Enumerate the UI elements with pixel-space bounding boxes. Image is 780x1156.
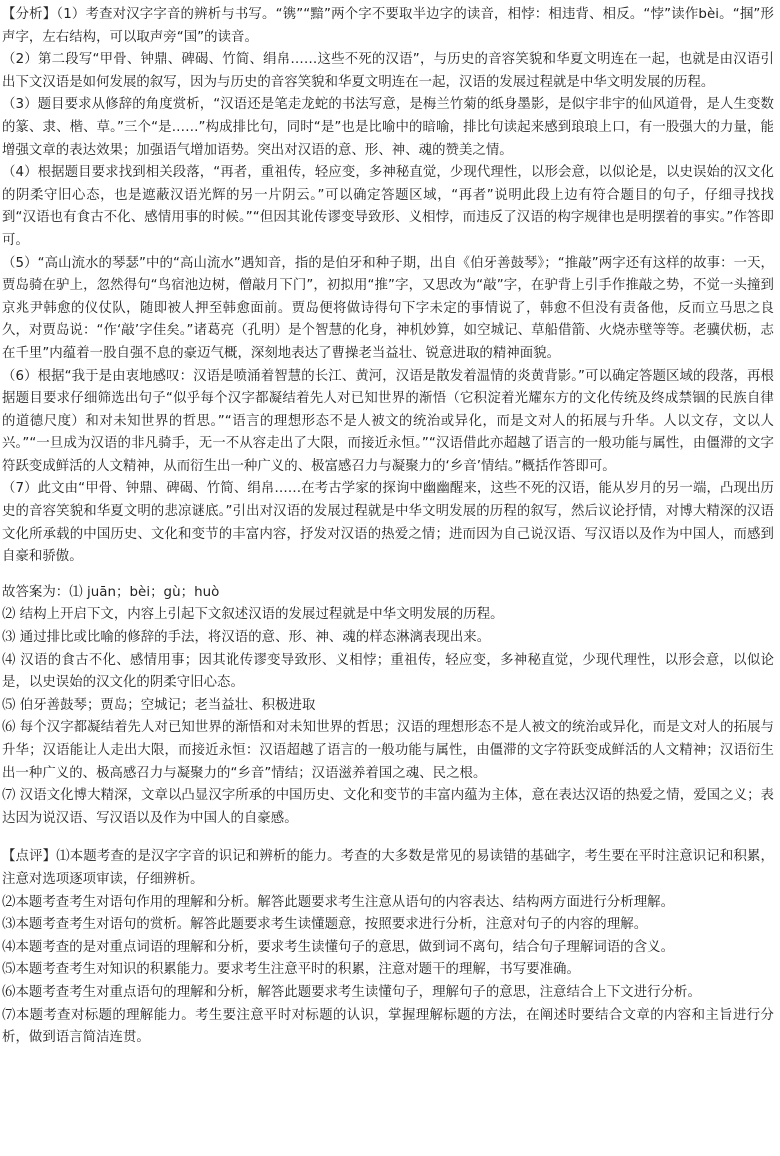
answer-item-7: ⑺ 汉语文化博大精深，文章以凸显汉字所承的中国历史、文化和变节的丰富内蕴为主体，意在表达汉语的热爱之情，爱国之义；表达因为说汉语、写汉语以及作为中国人的自豪感。: [2, 788, 774, 826]
review-item-4: ⑷本题考查的是对重点词语的理解和分析，要求考生读懂句子的意思，做到词不离句，结合句子理解词语的含义。: [2, 939, 675, 955]
answer-item-4: ⑷ 汉语的食古不化、感情用事；因其讹传谬变导致形、义相悖；重祖传，轻应变，多神秘直觉，少现代理性，以形会意，以似论是，以史误始的汉文化的阴柔守旧心态。: [2, 652, 774, 691]
analysis-paragraph-1: [2, 4, 774, 49]
review-text-1: ⑴本题考查的是汉字字音的识记和辨析的能力。考查的大多数是常见的易读错的基础字，考生要在平时注意识记和积累，注意对选项逐项审读，仔细辨析。: [2, 849, 774, 887]
analysis-paragraph-3: （3）题目要求从修辞的角度赏析，“汉语还是笔走龙蛇的书法写意，是梅兰竹菊的纸身墨影，是似宇非宇的仙风道骨，是人生变数的篆、隶、楷、草。”三个“是……”构成排比句，同时“是”也是比喻中的暗喻，排比句读起来感到琅琅上口，有一股强大的力量，能增强文章的表达效果；加强语气增加语势。突出对汉语的意、形、神、魂的赞美之情。: [2, 97, 774, 158]
answer-item-5: ⑸ 伯牙善鼓琴；贾岛；空城记；老当益壮、积极进取: [2, 697, 316, 713]
analysis-section: [2, 4, 774, 569]
analysis-tag: 【分析】: [2, 7, 57, 22]
review-item-1: [2, 846, 774, 891]
analysis-text-1: （1）考查对汉字字音的辨析与书写。“镌”“黯”两个字不要取半边字的读音，相悖：相违背、相反。“悖”读作bèi。“掴”形声字，左右结构，可以取声旁“国”的读音。: [2, 7, 774, 45]
analysis-paragraph-4: （4）根据题目要求找到相关段落，“再者，重祖传，轻应变，多神秘直觉，少现代理性，以形会意，以似论是，以史误始的汉文化的阴柔守旧心态，也是遮蔽汉语光辉的另一片阴云。”可以确定答题区域，“再者”说明此段上边有符合题目的句子，仔细寻找找到“汉语也有食古不化、感情用事的时候。”“但因其讹传谬变导致形、义相悖，而违反了汉语的构字规律也是明摆着的事实。”作答即可。: [2, 165, 774, 248]
section-spacer: [2, 830, 774, 846]
answer-item-1: 故答案为：⑴ juān；bèi；gù；huò: [2, 584, 220, 600]
analysis-paragraph-7: （7）此文由“甲骨、钟鼎、碑碣、竹简、绢帛……在考古学家的探询中幽幽醒来，这些不死的汉语，能从岁月的另一端，凸现出历史的音容笑貌和华夏文明的悲凉谜底。”引出对汉语的发展过程就是中华文明发展的历程的叙写，然后议论抒情，对博大精深的汉语文化所承载的中国历史、文化和变节的丰富内容，抒发对汉语的热爱之情；进而因为自己说汉语、写汉语以及作为中国人，而感到自豪和骄傲。: [2, 481, 774, 565]
review-item-5: ⑸本题考查考生对知识的积累能力。要求考生注意平时的积累，注意对题干的理解，书写要准确。: [2, 962, 580, 978]
answer-item-6: ⑹ 每个汉字都凝结着先人对已知世界的渐悟和对未知世界的哲思；汉语的理想形态不是人被文的统治或异化，而是文对人的拓展与升华；汉语能让人走出大限，而接近永恒：汉语超越了语言的一般功能与属性，由僵滞的文字符跃变成鲜活的人文精神；汉语衍生出一种广义的、极高感召力与凝聚力的“乡音”情结；汉语滋养着国之魂、民之根。: [2, 720, 774, 781]
answer-item-3: ⑶ 通过排比或比喻的修辞的手法，将汉语的意、形、神、魂的样态淋漓表现出来。: [2, 630, 491, 646]
analysis-paragraph-6: （6）根据“我于是由衷地感叹：汉语是喷涌着智慧的长江、黄河，汉语是散发着温情的炎黄背影。”可以确定答题区域的段落，再根据题目要求仔细筛选出句子“似乎每个汉字都凝结着先人对已知世界的渐悟（它积淀着光耀东方的文化传统及终成禁锢的民族自律的道德尺度）和对未知世界的哲思。”“语言的理想形态不是人被文的统治或异化，而是文对人的拓展与升华。人以文存，文以人兴。”“一旦成为汉语的非凡骑手，无一不从容走出了大限，而接近永恒。”“汉语借此亦超越了语言的一般功能与属性，由僵滞的文字符跃变成鲜活的人文精神，从而衍生出一种广义的、极富感召力与凝聚力的‘乡音’情结。”概括作答即可。: [2, 368, 774, 474]
analysis-paragraph-2: （2）第二段写“甲骨、钟鼎、碑碣、竹简、绢帛……这些不死的汉语”，与历史的音容笑貌和华夏文明连在一起，也就是由汉语引出下文汉语是如何发展的叙写，因为与历史的音容笑貌和华夏文明连在一起，汉语的发展过程就是中华文明发展的历程。: [2, 52, 774, 90]
review-item-2: ⑵本题考查考生对语句作用的理解和分析。解答此题要求考生注意从语句的内容表达、结构两方面进行分析理解。: [2, 894, 675, 910]
review-item-6: ⑹本题考查考生对重点语句的理解和分析，解答此题要求考生读懂句子，理解句子的意思，注意结合上下文进行分析。: [2, 984, 701, 1000]
section-spacer: [2, 569, 774, 582]
review-tag: 【点评】: [2, 849, 57, 865]
analysis-paragraph-5: （5）“高山流水的琴瑟”中的“高山流水”遇知音，指的是伯牙和种子期，出自《伯牙善鼓琴》；“推敲”两字还有这样的故事：一天，贾岛骑在驴上，忽然得句“鸟宿池边树，僧敲月下门”，初拟用“推”字，又思改为“敲”字，在驴背上引手作推敲之势，不觉一头撞到京兆尹韩愈的仪仗队，随即被人押至韩愈面前。贾岛便将做诗得句下字未定的事情说了，韩愈不但没有责备他，反而立马思之良久，对贾岛说：“作‘敲’字佳矣。”诸葛亮（孔明）是个智慧的化身，神机妙算，如空城记、草船借箭、火烧赤壁等等。老骥伏枥，志在千里”内蕴着一股自强不息的豪迈气概，深刻地表达了曹操老当益壮、锐意进取的精神面貌。: [2, 255, 774, 361]
review-section: [2, 846, 774, 1049]
review-item-7: ⑺本题考查对标题的理解能力。考生要注意平时对标题的认识，掌握理解标题的方法，在阐述时要结合文章的内容和主旨进行分析，做到语言简洁连贯。: [2, 1007, 774, 1046]
review-item-3: ⑶本题考查考生对语句的赏析。解答此题要求考生读懂题意，按照要求进行分析，注意对句子的内容的理解。: [2, 917, 648, 933]
answer-item-2: ⑵ 结构上开启下文，内容上引起下文叙述汉语的发展过程就是中华文明发展的历程。: [2, 607, 504, 623]
answers-section: [2, 582, 774, 831]
